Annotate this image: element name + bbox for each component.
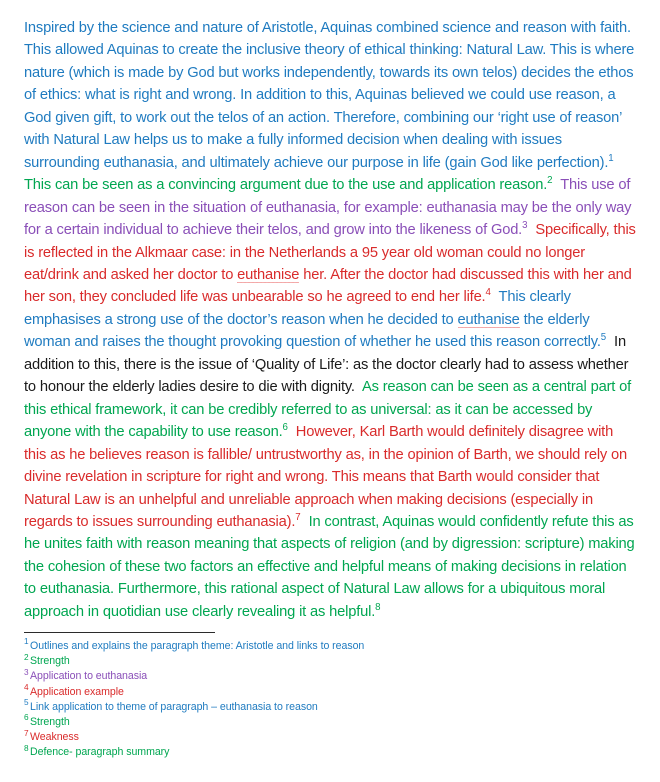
footnote-separator-rule [24,632,215,633]
footnote-text-6: Strength [30,716,70,729]
essay-body-text [24,17,638,623]
essay-segment-1 [24,20,638,171]
essay-segment-9-text: In contrast, Aquinas would confidently refute this as he unites faith with reason meaning that aspects of religion (and by digression: scripture) making the cohesion of these two factors an effective and helpful means of making decisions in relation to euthanasia. Furthermore, this rational aspect of Natural Law allows for a ubiquitous moral approach in quotidian use clearly revealing it as helpful. [24,513,639,620]
footnote-number-5: 5 [24,698,29,708]
footnote-text-5: Link application to theme of paragraph – euthanasia to reason [30,700,318,713]
footnote-ref-3[interactable]: 3 [522,220,528,232]
essay-segment-5-text-before: This clearly emphasises a strong use of the doctor’s reason when he decided to [24,289,575,328]
footnote-text-7: Weakness [30,731,79,744]
footnote-item-4[interactable] [24,685,624,700]
footnote-number-2: 2 [24,652,29,662]
footnote-item-2[interactable] [24,654,624,669]
footnote-ref-2[interactable]: 2 [547,175,553,187]
essay-segment-2-text: This can be seen as a convincing argument due to the use and application reason. [24,154,622,194]
footnote-number-3: 3 [24,667,29,677]
footnote-ref-1[interactable]: 1 [608,152,614,164]
footnote-text-1: Outlines and explains the paragraph theme: Aristotle and links to reason [30,640,365,652]
footnote-number-7: 7 [24,728,29,738]
essay-segment-8-text: However, Karl Barth would definitely disagree with this as he believes reason is fallible/ untrustworthy as, in the opinion of Barth, we should rely on divine revelation in scripture for right and wrong. This means that Barth would consider that Natural Law is an unhelpful and unreliable approach when making decisions (especially in regards to issues surrounding euthanasia). [24,424,631,530]
footnote-number-8: 8 [24,743,29,753]
footnote-number-6: 6 [24,713,29,723]
essay-segment-5-text-after: the elderly woman and raises the thought provoking question of whether he used this reason correctly. [24,311,601,351]
footnote-text-2: Strength [30,655,70,668]
essay-segment-7-text: As reason can be seen as a central part of this ethical framework, it can be credibly referred to as universal: as it can be accessed by anyone with the capability to use reason. [24,379,636,441]
footnote-ref-5[interactable]: 5 [600,332,607,344]
essay-segment-4-text-after: her. After the doctor had discussed this with her and her son, they concluded life was unbearable so he agreed to end her life. [24,266,636,306]
footnote-item-6[interactable] [24,715,624,730]
footnote-ref-4[interactable]: 4 [485,287,491,299]
footnote-text-3: Application to euthanasia [30,670,148,683]
essay-segment-1-text: Inspired by the science and nature of Aristotle, Aquinas combined science and reason with faith. This allowed Aquinas to create the inclusive theory of ethical thinking: Natural Law. This is where nature (which is made by God but works independently, towards its own telos) decides the ethos of ethics: what is right and wrong. In addition to this, Aquinas believed we could use reason, a God given gift, to work out the telos of an action. Therefore, combining our ‘right use of reason’ with Natural Law helps us to make a fully informed decision when dealing with issues surrounding euthanasia, and ultimately achieve our purpose in life (gain God like perfection). [24,20,639,171]
footnote-item-5[interactable] [24,700,624,715]
misspelled-word-euthanise-2[interactable]: euthanise [457,311,520,328]
essay-segment-4-text-before: Specifically, this is reflected in the Alkmaar case: in the Netherlands a 95 year old woman could no longer eat/drink and asked her doctor to [24,222,640,283]
footnote-number-1: 1 [24,637,29,647]
footnote-area [24,632,624,761]
footnote-text-8: Defence- paragraph summary [30,746,170,759]
footnote-text-4: Application example [30,685,124,698]
footnote-item-7[interactable] [24,730,624,745]
essay-segment-6-text: In addition to this, there is the issue of ‘Quality of Life’: as the doctor clearly had to assess whether to honour the elderly ladies desire to die with dignity. [24,334,633,396]
footnote-number-4: 4 [24,683,29,693]
footnote-ref-7[interactable]: 7 [295,512,301,524]
footnote-item-3[interactable] [24,669,624,684]
footnote-ref-8[interactable]: 8 [375,601,381,613]
misspelled-word-euthanise-1[interactable]: euthanise [237,266,300,283]
footnote-item-8[interactable] [24,745,624,760]
footnote-item-1[interactable] [24,639,624,654]
essay-segment-3-text: This use of reason can be seen in the situation of euthanasia, for example: euthanasia may be the only way for a certain individual to achieve their telos, and grow into the likeness of God. [24,177,636,239]
footnote-ref-6[interactable]: 6 [282,422,288,434]
